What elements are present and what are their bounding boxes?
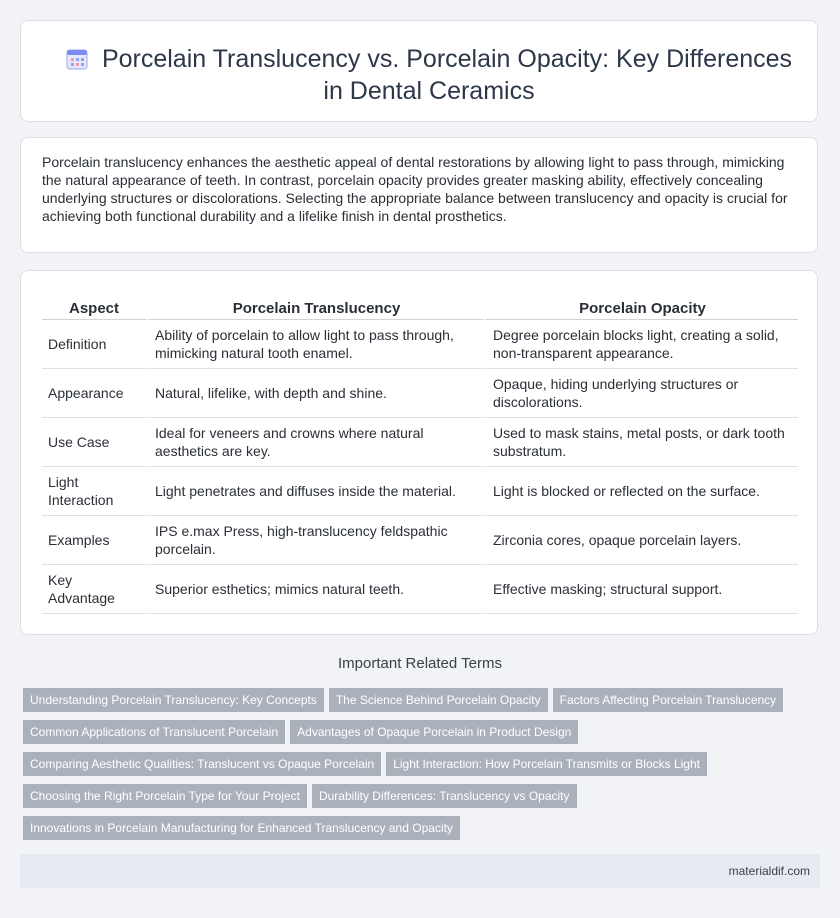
related-terms-title: Important Related Terms — [338, 655, 502, 672]
row-aspect: Key Advantage — [42, 565, 146, 614]
row-opacity: Opaque, hiding underlying structures or discolorations. — [484, 369, 798, 418]
related-term-link[interactable]: The Science Behind Porcelain Opacity — [329, 688, 548, 712]
related-term-link[interactable]: Durability Differences: Translucency vs Opacity — [312, 784, 577, 808]
related-term-link[interactable]: Understanding Porcelain Translucency: Key Concepts — [23, 688, 324, 712]
table-header-row — [42, 297, 798, 320]
related-terms-list — [23, 688, 803, 848]
row-translucency: Superior esthetics; mimics natural teeth. — [146, 565, 484, 614]
page-title — [61, 45, 797, 106]
footer — [20, 854, 820, 888]
row-translucency: Light penetrates and diffuses inside the material. — [146, 467, 484, 516]
row-aspect: Examples — [42, 516, 146, 565]
table-row — [42, 565, 798, 614]
row-aspect: Light Interaction — [42, 467, 146, 516]
row-opacity: Effective masking; structural support. — [484, 565, 798, 614]
table-row — [42, 516, 798, 565]
intro-card — [20, 137, 818, 253]
related-term-link[interactable]: Common Applications of Translucent Porcelain — [23, 720, 285, 744]
row-aspect: Use Case — [42, 418, 146, 467]
row-opacity: Degree porcelain blocks light, creating a solid, non-transparent appearance. — [484, 320, 798, 369]
header-opacity: Porcelain Opacity — [484, 297, 798, 320]
row-translucency: Ideal for veneers and crowns where natural aesthetics are key. — [146, 418, 484, 467]
row-translucency: IPS e.max Press, high-translucency feldspathic porcelain. — [146, 516, 484, 565]
comparison-table — [42, 297, 798, 614]
header-translucency: Porcelain Translucency — [146, 297, 484, 320]
table-row — [42, 467, 798, 516]
comparison-card — [20, 270, 818, 635]
intro-paragraph: Porcelain translucency enhances the aesthetic appeal of dental restorations by allowing light to pass through, mimicking the natural appearance of teeth. In contrast, porcelain opacity provides greater masking ability, effectively concealing underlying structures or discolorations. Selecting the appropriate balance between translucency and opacity is crucial for achieving both functional durability and a lifelike finish in dental prosthetics. — [42, 154, 788, 224]
row-opacity: Used to mask stains, metal posts, or dark tooth substratum. — [484, 418, 798, 467]
table-row — [42, 418, 798, 467]
related-term-link[interactable]: Choosing the Right Porcelain Type for Your Project — [23, 784, 307, 808]
related-term-link[interactable]: Factors Affecting Porcelain Translucency — [553, 688, 784, 712]
page-title-text: Porcelain Translucency vs. Porcelain Opacity: Key Differences in Dental Ceramics — [101, 45, 793, 105]
related-term-link[interactable]: Light Interaction: How Porcelain Transmits or Blocks Light — [386, 752, 707, 776]
row-opacity: Light is blocked or reflected on the surface. — [484, 467, 798, 516]
row-aspect: Definition — [42, 320, 146, 369]
row-opacity: Zirconia cores, opaque porcelain layers. — [484, 516, 798, 565]
row-translucency: Natural, lifelike, with depth and shine. — [146, 369, 484, 418]
row-translucency: Ability of porcelain to allow light to pass through, mimicking natural tooth enamel. — [146, 320, 484, 369]
row-aspect: Appearance — [42, 369, 146, 418]
footer-site-link[interactable]: materialdif.com — [728, 864, 810, 878]
calendar-grid-icon — [66, 48, 88, 77]
table-row — [42, 320, 798, 369]
header-aspect: Aspect — [42, 297, 146, 320]
related-term-link[interactable]: Innovations in Porcelain Manufacturing for Enhanced Translucency and Opacity — [23, 816, 460, 840]
related-term-link[interactable]: Advantages of Opaque Porcelain in Product Design — [290, 720, 578, 744]
title-card — [20, 20, 818, 122]
related-term-link[interactable]: Comparing Aesthetic Qualities: Translucent vs Opaque Porcelain — [23, 752, 381, 776]
table-row — [42, 369, 798, 418]
